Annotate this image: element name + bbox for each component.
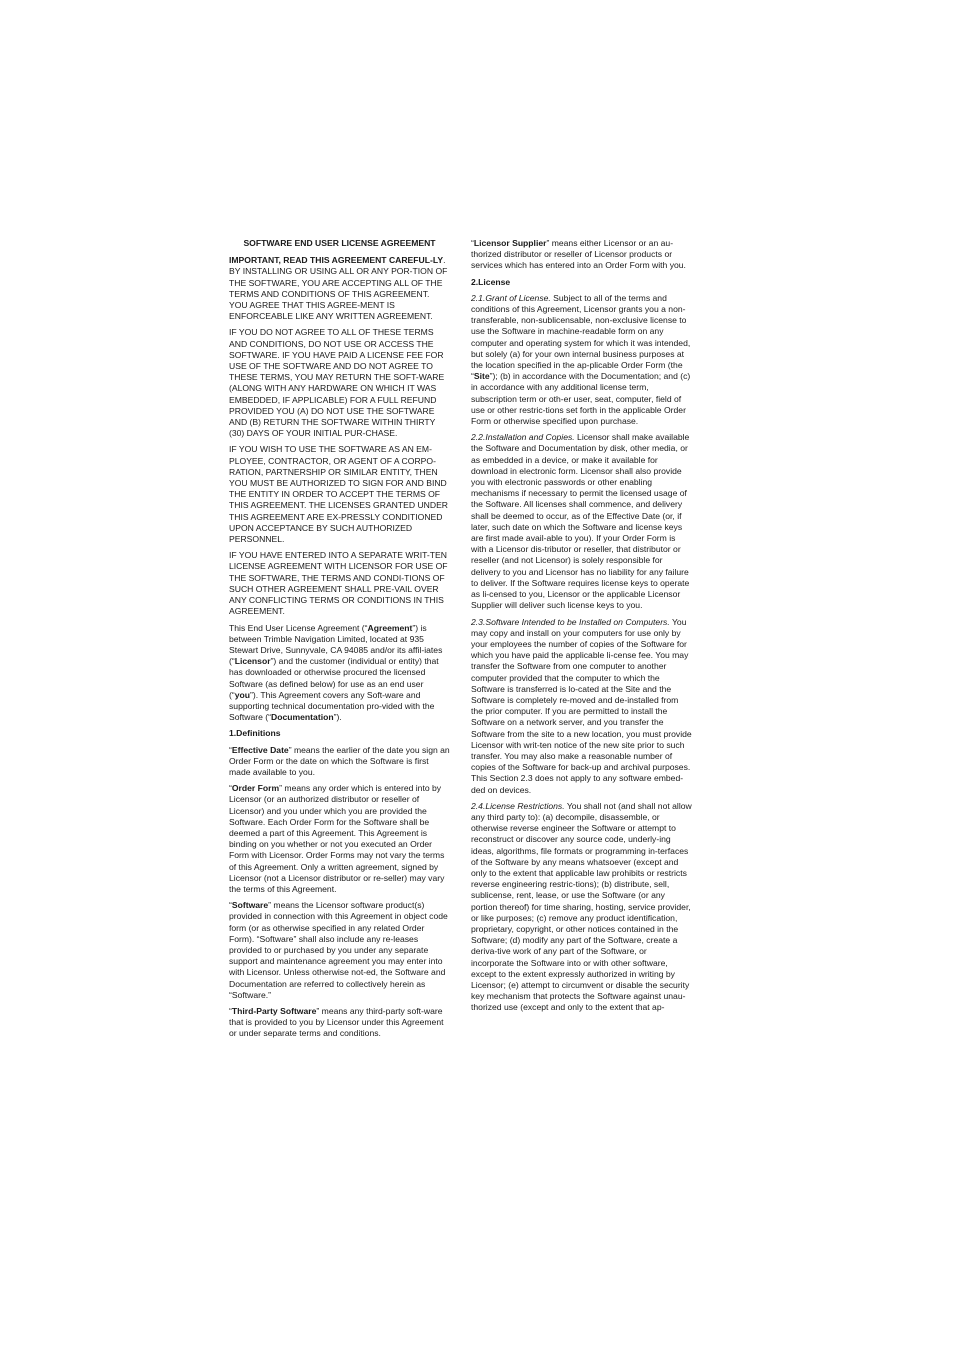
def-order-form bbox=[229, 783, 450, 895]
eula-text-2: ”) is between Trimble Navigation Limited, located at 935 Stewart Drive, Sunnyvale, CA 94085 and/or its affil-iates (“ bbox=[229, 622, 443, 667]
eula-text-3: ”) and the customer (individual or entity) that has downloaded or otherwise procured the licensed Software (as defined below) for use as an end user (“ bbox=[229, 656, 439, 700]
employee-paragraph: IF YOU WISH TO USE THE SOFTWARE AS AN EM-PLOYEE, CONTRACTOR, OR AGENT OF A CORPO-RATION, PARTNERSHIP OR SIMILAR ENTITY, THEN YOU MUST BE AUTHORIZED TO SIGN FOR AND BIND THE ENTITY IN ORDER TO ACCEPT THE TERMS OF THIS AGREEMENT. THE LICENSES GRANTED UNDER THIS AGREEMENT ARE EX-PRESSLY CONDITIONED UPON ACCEPTANCE BY SUCH AUTHORIZED PERSONNEL. bbox=[229, 444, 449, 545]
quote-open: “ bbox=[229, 1006, 232, 1016]
def-licensor-supplier bbox=[471, 238, 692, 272]
important-lead: IMPORTANT, READ THIS AGREEMENT CAREFUL-LY bbox=[229, 255, 444, 266]
section-2-2-title: 2.2.Installation and Copies. bbox=[471, 432, 575, 443]
quote-open: “ bbox=[471, 238, 474, 248]
term-order-form: Order Form bbox=[231, 783, 280, 794]
eula-term-licensor: Licensor bbox=[234, 656, 271, 667]
section-2-1-text-b: ”); (b) in accordance with the Documentation; and (c) in accordance with any additional license term, subscription term or oth-er user, seat, computer, field of use or other restric-tions set forth in the applicable Order Form or otherwise specified upon purchase. bbox=[471, 371, 691, 427]
section-2-2-text: Licensor shall make available the Software and Documentation by disk, other media, or as embedded in a device, or make it available for download in electronic form. Licensor shall also provide you with electronic passwords or other enabling mechanisms if necessary to permit the licensed usage of the Software. All licenses shall commence, and delivery shall be deemed to occur, as of the Effective Date (or, if later, such date on which the Software and license keys are first made avail-able to you). If your Order Form is with a Licensor dis-tributor or reseller, that distributor or reseller (and not Licensor) is solely responsible for delivery to you and Licensor has no liability for any failure to deliver. If the Software requires license keys to operate as li-censed to you, Licensor or the applicable Licensor Supplier will deliver such license keys to you. bbox=[471, 432, 690, 611]
def-licensor-supplier-text: ” means either Licensor or an au-thorized distributor or reseller of Licensor products or services which has entered into an Order Form with you. bbox=[471, 238, 686, 271]
section-2-1-text-a: Subject to all of the terms and conditions of this Agreement, Licensor grants you a non-transferable, non-sublicensable, non-exclusive license to use the Software in machine-readable form on any computer and operating system for which it was intended, but solely (a) for your own internal business purposes at the location specified in the ap-plicable Order Form (the “ bbox=[471, 292, 691, 382]
def-third-party-software-text: ” means any third-party soft-ware that is provided to you by Licensor under this Agreement or under separate terms and conditions. bbox=[229, 1006, 444, 1039]
term-effective-date: Effective Date bbox=[231, 744, 289, 755]
important-rest: . BY INSTALLING OR USING ALL OR ANY POR-TION OF THE SOFTWARE, YOU ARE ACCEPTING ALL OF THE TERMS AND CONDITIONS OF THIS AGREEMENT. YOU AGREE THAT THIS AGREE-MENT IS ENFORCEABLE LIKE ANY WRITTEN AGREEMENT. bbox=[229, 255, 448, 322]
eula-term-you: you bbox=[234, 689, 251, 700]
section-2-2 bbox=[471, 432, 692, 611]
def-software bbox=[229, 900, 450, 1001]
section-2-1 bbox=[471, 293, 692, 427]
document-title: SOFTWARE END USER LICENSE AGREEMENT bbox=[243, 238, 436, 248]
separate-agreement-paragraph: IF YOU HAVE ENTERED INTO A SEPARATE WRIT-TEN LICENSE AGREEMENT WITH LICENSOR FOR USE OF THE SOFTWARE, THE TERMS AND CONDI-TIONS OF SUCH OTHER AGREEMENT SHALL PRE-VAIL OVER ANY CONFLICTING TERMS OR CONDITIONS IN THIS AGREEMENT. bbox=[229, 550, 448, 617]
quote-open: “ bbox=[229, 783, 232, 794]
term-site: Site bbox=[473, 371, 490, 382]
section-2-4 bbox=[471, 801, 692, 1014]
section-2-1-title: 2.1.Grant of License. bbox=[471, 292, 551, 303]
section-2-3-text: You may copy and install on your computers for use only by your employees the number of copies of the Software for which you have paid the applicable li-cense fee. You may transfer the Software from one computer to another computer provided that the computer to which the Software is transferred is lo-cated at the Site and the Software is completely re-moved and de-installed from the prior computer. If you are permitted to install the Software on a network server, and you transfer the Software from the site to a new location, you must provide Licensor with writ-ten notice of the new site prior to such transfer. You may also make a reasonable number of copies of the Software for back-up and archival purposes. This Section 2.3 does not apply to any software embed-ded on devices. bbox=[471, 616, 692, 795]
section-2-4-text: You shall not (and shall not allow any third party to): (a) decompile, disassemble, or otherwise reverse engineer the Software or attempt to reconstruct or discover any source code, underly-ing ideas, algorithms, file formats or programming in-terfaces of the Software by any means whatsoever (except and only to the extent that applicable law prohibits or restricts reverse engineering restric-tions); (b) distribute, sell, sublicense, rent, lease, or use the Software (or any portion thereof) for time sharing, hosting, service provider, or like purposes; (c) remove any product identification, proprietary, copyright, or other notices contained in the Software; (d) modify any part of the Software, create a deriva-tive work of any part of the Software, or incorporate the Software into or with other software, except to the extent expressly authorized in writing by Licensor; (e) attempt to circumvent or disable the security key mechanism that protects the Software against unau-thorized use (except and only to the extent that ap- bbox=[471, 800, 692, 1013]
definitions-heading: 1.Definitions bbox=[229, 728, 281, 739]
def-effective-date-text: ” means the earlier of the date you sign an Order Form or the date on which the Software is first made available to you. bbox=[229, 744, 450, 777]
def-software-text: ” means the Licensor software product(s) provided in connection with this Agreement in object code form (or as otherwise specified in any related Order Form). “Software” shall also include any re-leases provided to or purchased by you under any separate support and maintenance agreement you may enter into with Licensor. Unless otherwise not-ed, the Software and Documentation are referred to collectively herein as “Software.” bbox=[229, 900, 448, 1000]
def-third-party-software bbox=[229, 1006, 450, 1040]
left-column bbox=[229, 238, 450, 1045]
section-2-4-title: 2.4.License Restrictions. bbox=[471, 800, 565, 811]
def-order-form-text: ” means any order which is entered into by Licensor (or an authorized distributor or reseller of Licensor) and you under which you are provided the Software. Each Order Form for the Software shall be deemed a part of this Agreement. This Agreement is binding on you whether or not you executed an Order Form with Licensor. Order Forms may not vary the terms of this Agreement. Only a written agreement, signed by Licensor (not a Licensor distributor or re-seller) may vary the terms of this Agreement. bbox=[229, 783, 445, 894]
eula-term-documentation: Documentation bbox=[271, 712, 334, 723]
quote-open: “ bbox=[229, 900, 232, 911]
right-column bbox=[471, 238, 692, 1019]
quote-open: “ bbox=[229, 744, 232, 755]
eula-term-agreement: Agreement bbox=[367, 622, 413, 633]
license-heading: 2.License bbox=[471, 276, 511, 287]
section-2-3-title: 2.3.Software Intended to be Installed on Computers. bbox=[471, 616, 670, 627]
eula-intro-paragraph bbox=[229, 623, 450, 724]
def-effective-date bbox=[229, 745, 450, 779]
not-agree-paragraph: IF YOU DO NOT AGREE TO ALL OF THESE TERMS AND CONDITIONS, DO NOT USE OR ACCESS THE SOFTWARE. IF YOU HAVE PAID A LICENSE FEE FOR USE OF THE SOFTWARE AND DO NOT AGREE TO THESE TERMS, YOU MAY RETURN THE SOFT-WARE (ALONG WITH ANY HARDWARE ON WHICH IT WAS EMBEDDED, IF APPLICABLE) FOR A FULL REFUND PROVIDED YOU (A) DO NOT USE THE SOFTWARE AND (B) RETURN THE SOFTWARE WITHIN THIRTY (30) DAYS OF YOUR INITIAL PUR-CHASE. bbox=[229, 327, 445, 439]
eula-text-1: This End User License Agreement (“ bbox=[229, 622, 368, 633]
term-software: Software bbox=[231, 900, 269, 911]
important-paragraph bbox=[229, 255, 450, 322]
eula-text-4: ”). This Agreement covers any Soft-ware and supporting technical documentation pro-vided with the Software (“ bbox=[229, 689, 435, 723]
eula-text-5: ”). bbox=[333, 712, 342, 723]
term-licensor-supplier: Licensor Supplier bbox=[473, 238, 547, 248]
term-third-party-software: Third-Party Software bbox=[231, 1006, 317, 1016]
section-2-3 bbox=[471, 617, 692, 796]
